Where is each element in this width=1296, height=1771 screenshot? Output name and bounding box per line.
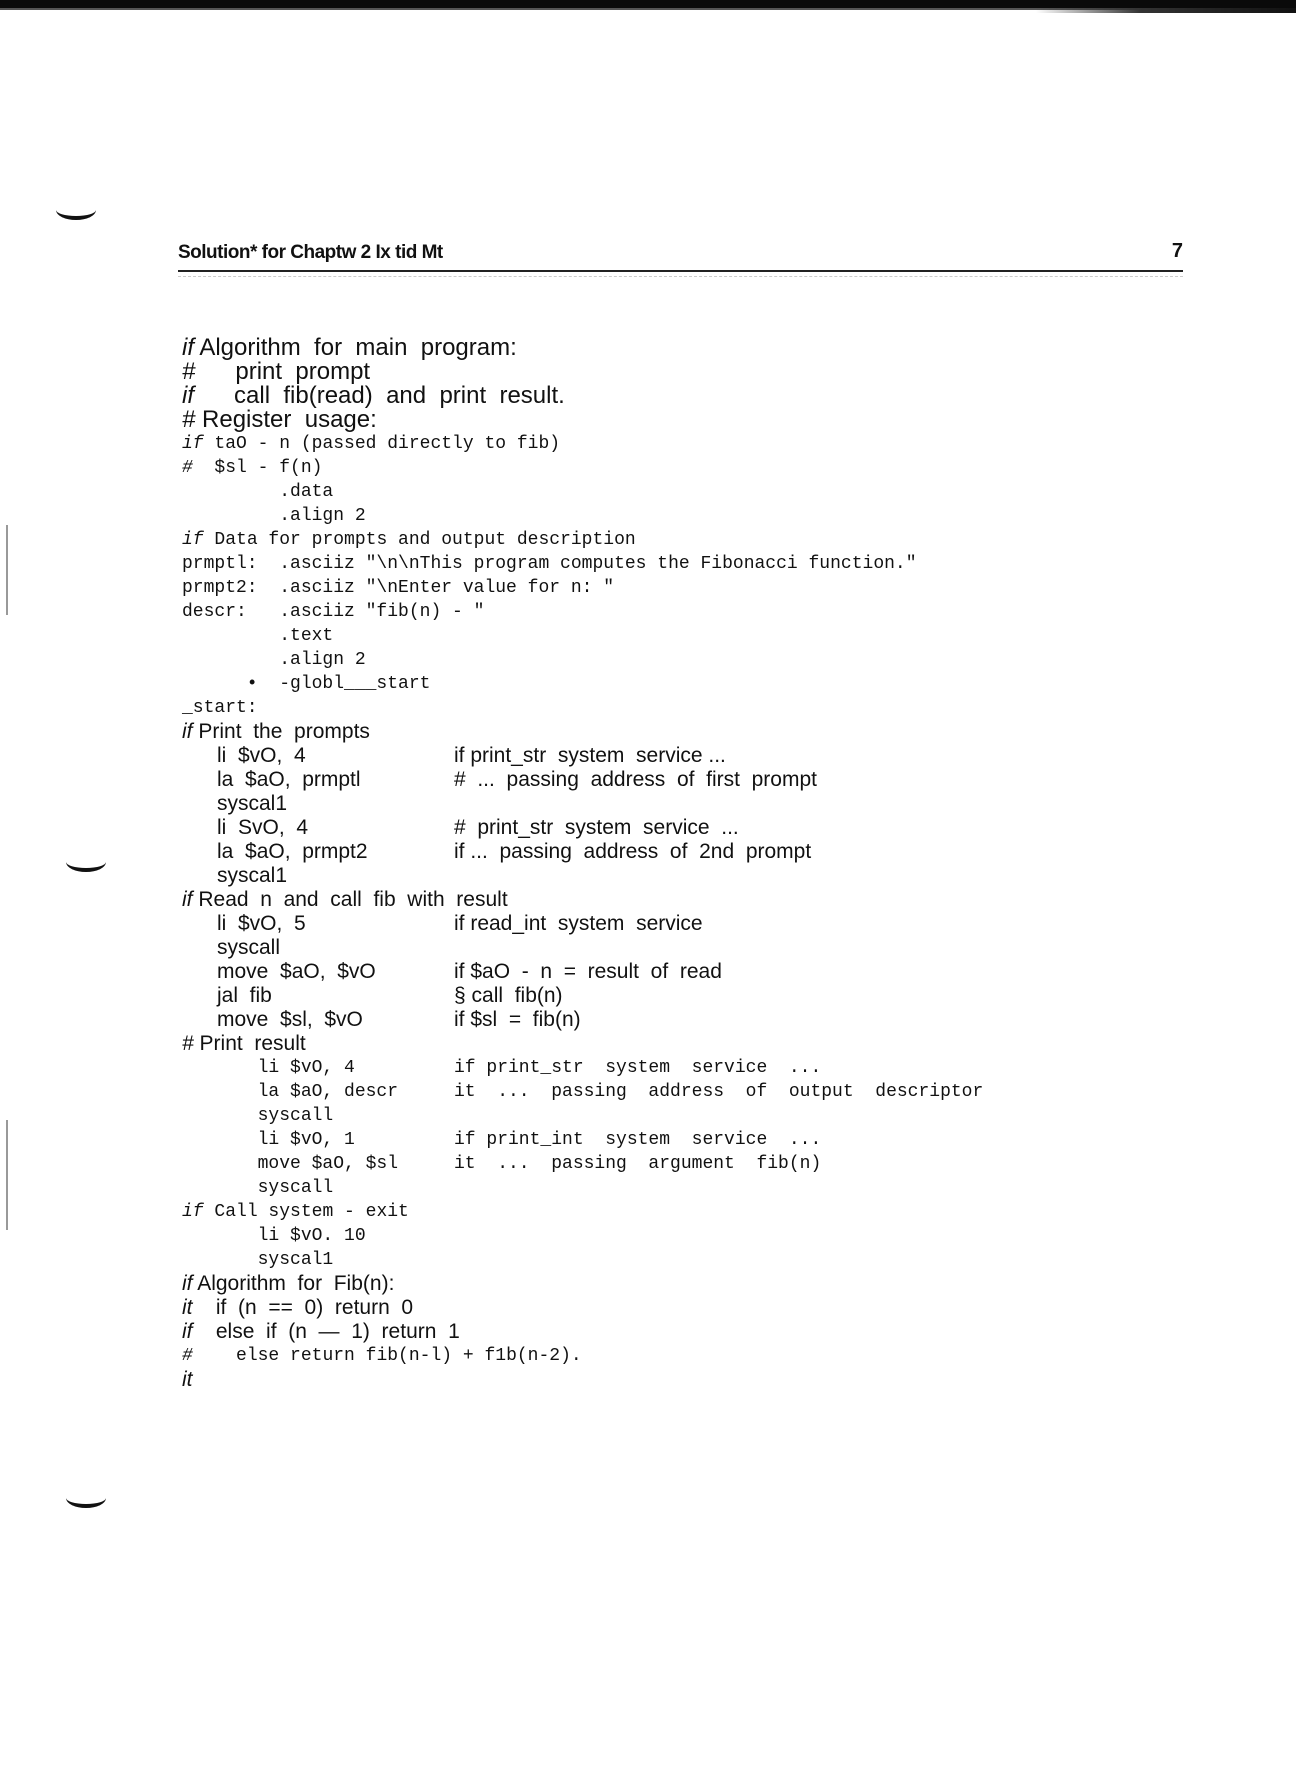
code-text: li $vO, 4 — [182, 744, 306, 767]
code-text: Print the prompts — [198, 720, 370, 743]
punch-hole-mark — [66, 1488, 106, 1508]
code-line — [182, 1296, 1182, 1320]
code-line — [182, 1056, 1182, 1080]
code-text: .align 2 — [182, 506, 366, 526]
code-text: prmpt2: .asciiz "\nEnter value for n: " — [182, 578, 615, 598]
punch-hole-mark — [66, 852, 106, 872]
code-line — [182, 456, 1182, 480]
code-text: la $aO, descr — [182, 1082, 399, 1102]
comment-marker: if — [182, 434, 204, 454]
code-line — [182, 768, 1182, 792]
code-line — [182, 384, 1182, 408]
scan-edge-mark — [6, 1120, 8, 1230]
code-text: la $aO, prmpt2 — [182, 840, 368, 863]
code-line — [182, 1224, 1182, 1248]
code-text: .text — [182, 626, 334, 646]
code-text: taO - n (passed directly to fib) — [214, 434, 561, 454]
comment-marker: it — [182, 1296, 193, 1319]
inline-comment: if $sl = fib(n) — [454, 1008, 581, 1031]
code-line — [182, 1200, 1182, 1224]
code-text: li SvO, 4 — [182, 816, 309, 839]
scan-border — [0, 0, 1296, 14]
inline-comment: if print_int system service ... — [454, 1130, 822, 1150]
code-text: syscall — [182, 936, 281, 959]
code-text: descr: .asciiz "fib(n) - " — [182, 602, 485, 622]
inline-comment: if print_str system service ... — [454, 744, 726, 767]
code-text: move $sl, $vO — [182, 1008, 363, 1031]
code-line — [182, 1344, 1182, 1368]
page-header — [178, 240, 1183, 272]
code-text: Call system - exit — [214, 1202, 409, 1222]
header-rule-shadow — [178, 276, 1183, 280]
comment-marker: if — [182, 530, 204, 550]
code-text: Data for prompts and output description — [214, 530, 636, 550]
comment-marker: if — [182, 1202, 204, 1222]
comment-marker: # — [182, 406, 196, 433]
code-text: Algorithm for Fib(n): — [197, 1272, 395, 1295]
inline-comment: if print_str system service ... — [454, 1058, 822, 1078]
code-text: .align 2 — [182, 650, 366, 670]
code-line — [182, 624, 1182, 648]
code-text: move $aO, $sl — [182, 1154, 399, 1174]
code-text: print prompt — [202, 358, 371, 385]
page-number: 7 — [1171, 240, 1183, 262]
inline-comment: it ... passing address of output descriptor — [454, 1082, 984, 1102]
code-line — [182, 912, 1182, 936]
code-line — [182, 672, 1182, 696]
code-line — [182, 960, 1182, 984]
inline-comment: it ... passing argument fib(n) — [454, 1154, 822, 1174]
code-line — [182, 360, 1182, 384]
code-line — [182, 1008, 1182, 1032]
code-line — [182, 408, 1182, 432]
comment-marker: if — [182, 334, 194, 361]
code-line — [182, 888, 1182, 912]
comment-marker: it — [182, 1368, 193, 1391]
code-text: li $vO, 4 — [182, 1058, 355, 1078]
code-text: syscal1 — [182, 864, 288, 887]
code-line — [182, 696, 1182, 720]
code-line — [182, 480, 1182, 504]
code-text: • -globl___start — [182, 674, 431, 694]
code-line — [182, 984, 1182, 1008]
code-line — [182, 816, 1182, 840]
code-line — [182, 1080, 1182, 1104]
comment-marker: if — [182, 382, 194, 409]
code-line — [182, 336, 1182, 360]
comment-marker: if — [182, 720, 193, 743]
code-text: la $aO, prmptl — [182, 768, 361, 791]
comment-marker: # — [182, 358, 196, 385]
code-text: _start: — [182, 698, 258, 718]
code-line — [182, 1272, 1182, 1296]
code-line — [182, 1248, 1182, 1272]
code-text: else if (n — 1) return 1 — [198, 1320, 460, 1343]
code-text: call fib(read) and print result. — [200, 382, 565, 409]
code-listing — [182, 336, 1182, 1392]
code-line — [182, 720, 1182, 744]
code-text: Algorithm for main program: — [199, 334, 517, 361]
code-line — [182, 936, 1182, 960]
comment-marker: # — [182, 1032, 194, 1055]
code-line — [182, 1176, 1182, 1200]
code-line — [182, 1032, 1182, 1056]
code-text: syscall — [182, 1106, 334, 1126]
inline-comment: if read_int system service — [454, 912, 703, 935]
code-text: li $vO. 10 — [182, 1226, 366, 1246]
comment-marker: if — [182, 1272, 193, 1295]
scan-edge-mark — [6, 525, 8, 615]
comment-marker: # — [182, 458, 193, 478]
code-line — [182, 600, 1182, 624]
code-line — [182, 576, 1182, 600]
punch-hole-mark — [56, 200, 96, 220]
code-line — [182, 648, 1182, 672]
code-text: if (n == 0) return 0 — [198, 1296, 414, 1319]
code-text: else return fib(n-l) + f1b(n-2). — [203, 1346, 582, 1366]
code-text: prmptl: .asciiz "\n\nThis program computes the Fibonacci function." — [182, 554, 917, 574]
inline-comment: § call fib(n) — [454, 984, 563, 1007]
code-text: $sl - f(n) — [203, 458, 323, 478]
code-text: syscal1 — [182, 1250, 334, 1270]
code-line — [182, 1320, 1182, 1344]
code-line — [182, 432, 1182, 456]
code-text: li $vO, 1 — [182, 1130, 355, 1150]
running-title: Solution* for Chaptw 2 Ix tid Mt — [178, 242, 443, 263]
code-line — [182, 528, 1182, 552]
code-line — [182, 1152, 1182, 1176]
inline-comment: if $aO - n = result of read — [454, 960, 722, 983]
code-line — [182, 1128, 1182, 1152]
code-text: .data — [182, 482, 334, 502]
code-line — [182, 1104, 1182, 1128]
code-text: Register usage: — [202, 406, 377, 433]
code-line — [182, 552, 1182, 576]
code-text: Print result — [199, 1032, 306, 1055]
code-line — [182, 792, 1182, 816]
comment-marker: # — [182, 1346, 193, 1366]
code-text: li $vO, 5 — [182, 912, 306, 935]
code-line — [182, 504, 1182, 528]
code-line — [182, 840, 1182, 864]
code-line — [182, 864, 1182, 888]
inline-comment: if ... passing address of 2nd prompt — [454, 840, 812, 863]
inline-comment: # print_str system service ... — [454, 816, 739, 839]
comment-marker: if — [182, 888, 193, 911]
code-line — [182, 1368, 1182, 1392]
comment-marker: if — [182, 1320, 193, 1343]
code-text: Read n and call fib with result — [198, 888, 508, 911]
inline-comment: # ... passing address of first prompt — [454, 768, 817, 791]
code-line — [182, 744, 1182, 768]
code-text: jal fib — [182, 984, 272, 1007]
code-text: move $aO, $vO — [182, 960, 376, 983]
code-text: syscal1 — [182, 792, 288, 815]
code-text: syscall — [182, 1178, 334, 1198]
